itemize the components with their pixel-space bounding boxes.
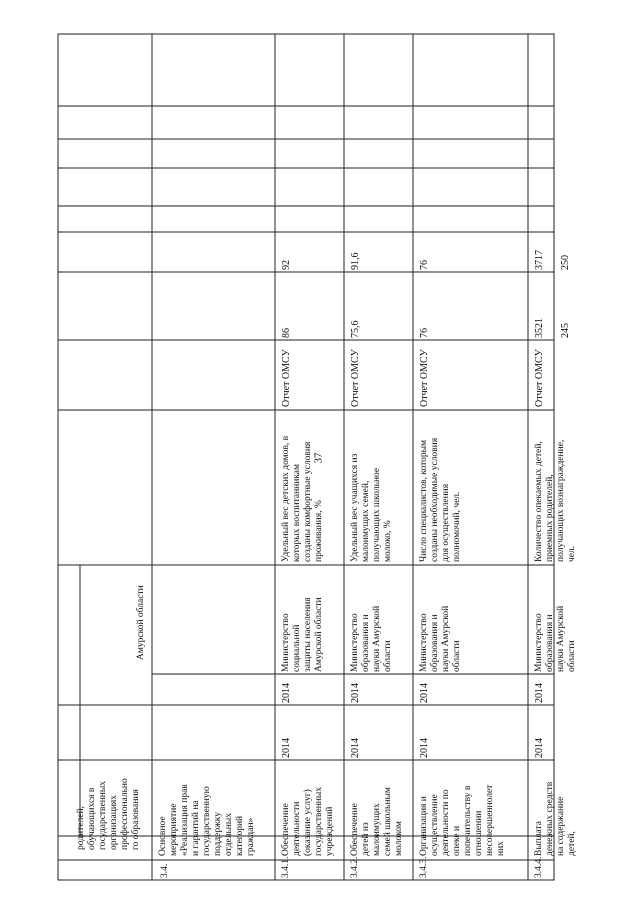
row3-source: Отчет ОМСУ [350,349,361,407]
row5-source: Отчет ОМСУ [534,349,545,407]
row2-value2: 92 [281,260,292,270]
row0-name: родителей, обучающихся в государственных организациях профессионально го образования [76,778,141,850]
row2-source: Отчет ОМСУ [281,349,292,407]
row1-id: 3.4. [160,863,170,878]
row4-value2: 76 [419,260,430,270]
row3-value2: 91,6 [350,252,361,270]
row4-id: 3.4.3. [419,856,429,878]
row4-source: Отчет ОМСУ [419,349,430,407]
row1-name: Основное мероприятие «Реализация прав и гарантий на государственную поддержку отдельных категорий граждан» [158,784,256,856]
row4-year-start: 2014 [419,738,430,758]
row3-indicator: Удельный вес учащихся из малоимущих семей, получающих школьное молоко, % [350,453,393,562]
row4-executor: Министерство образования и науки Амурской области [419,605,462,672]
row3-executor: Министерство образования и науки Амурской области [350,605,393,672]
row2-year-start: 2014 [281,738,292,758]
row3-year-start: 2014 [350,738,361,758]
row3-id: 3.4.2. [350,856,360,878]
row5-name: Выплата денежных средств на содержание детей, [534,781,577,856]
row5-value1: 3521 [534,318,545,338]
row2-name: Обеспечение деятельности (оказание услуг) государственных учреждений [281,786,335,856]
row2-value1: 86 [281,328,292,338]
row5-year-start: 2014 [534,738,545,758]
row4-indicator: Число специалистов, которым созданы необходимые условия для осуществления полномочий, чел. [419,437,462,562]
row2-id: 3.4.1. [281,856,291,878]
row5-indicator: Количество опекаемых детей, приемных родителей, получающих вознаграждение, чел. [534,439,577,562]
row0-executor: Амурской области [136,585,146,660]
row4-name: Организация и осуществление деятельности по опеке и попечительству в отношении несовершеннолет них [419,784,506,856]
row3-value1: 75,6 [350,320,361,338]
row5-id: 3.4.4. [534,856,544,878]
row5-year-end: 2014 [534,683,545,703]
row4-year-end: 2014 [419,683,430,703]
row3-year-end: 2014 [350,683,361,703]
row5-value2: 3717 [534,250,545,270]
page-number: 37 [312,452,325,464]
row2-executor: Министерство социальной защиты населения Амурской области [281,597,324,672]
row2-indicator: Удельный вес детских домов, в которых воспитанникам созданы комфортные условия проживания, % [281,435,324,562]
row4-value1: 76 [419,328,430,338]
row2-year-end: 2014 [281,683,292,703]
row5-value1b: 245 [560,323,571,338]
row5-executor: Министерство образования и науки Амурской области [534,605,577,672]
row5-value2b: 250 [560,255,571,270]
row3-name: Обеспечение детей из малоимущих семей школьным молоком [350,787,404,856]
